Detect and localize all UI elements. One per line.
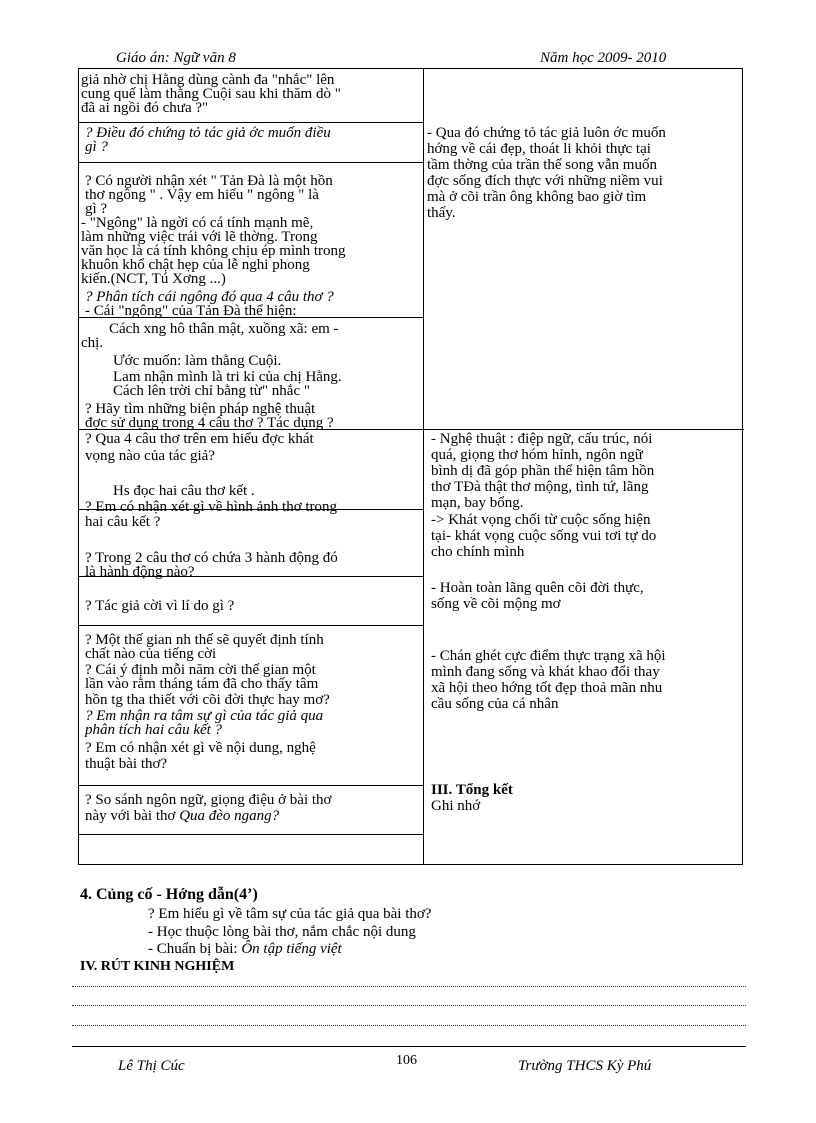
left-question: ? Điều đó chứng tỏ tác giả ớc muốn điều — [85, 125, 331, 141]
left-line: văn học là cá tính không chịu ép mình trong — [81, 243, 346, 259]
right-line: - Chán ghét cực điểm thực trạng xã hội — [431, 648, 666, 664]
right-line: sống về cõi mộng mơ — [431, 596, 561, 612]
poem-title: Qua đèo ngang? — [179, 808, 280, 824]
left-line: - Cái "ngông" của Tản Đà thể hiện: — [85, 303, 297, 319]
left-question: ? Qua 4 câu thơ trên em hiểu đợc khát — [85, 431, 314, 447]
header-school-year: Năm học 2009- 2010 — [540, 50, 667, 66]
notes-line — [72, 1005, 746, 1006]
right-line: hớng về cái đẹp, thoát li khỏi thực tại — [427, 141, 651, 157]
right-line: quá, giọng thơ hóm hỉnh, ngôn ngữ — [431, 447, 643, 463]
left-question: gì ? — [85, 139, 108, 155]
header-lesson-plan: Giáo án: Ngữ văn 8 — [116, 50, 236, 66]
left-question: hai câu kết ? — [85, 514, 161, 530]
left-question: ? Em có nhận xét gì về nội dung, nghệ — [85, 740, 316, 756]
left-question: hồn tg tha thiết với cõi đời thực hay mơ? — [85, 692, 330, 708]
right-line: tầm thờng của trần thế song vẫn muốn — [427, 157, 657, 173]
row-divider — [79, 625, 423, 626]
right-line: xã hội theo hớng tốt đẹp thoả mãn nhu — [431, 680, 663, 696]
right-line: mình đang sống và khát khao đổi thay — [431, 664, 660, 680]
section-4-title-b: Hớng dẫn — [165, 886, 234, 903]
footer-school: Trường THCS Kỳ Phú — [518, 1058, 652, 1074]
left-question: ? Em nhận ra tâm sự gì của tác giả qua — [85, 708, 324, 724]
left-question: chất nào của tiếng cời — [85, 646, 217, 662]
right-line: bình dị đã góp phần thể hiện tâm hồn — [431, 463, 655, 479]
left-question: đợc sử dụng trong 4 câu thơ ? Tác dụng ? — [85, 415, 334, 431]
left-question: ? Trong 2 câu thơ có chứa 3 hành động đó — [85, 550, 338, 566]
right-line: - Hoàn toàn lãng quên cõi đời thực, — [431, 580, 644, 596]
left-question: ? Cái ý định mỗi năm cời thế gian một — [85, 662, 316, 678]
left-line: Ước muốn: làm thằng Cuội. — [113, 353, 282, 369]
row-divider — [79, 122, 423, 123]
right-line: thấy. — [427, 205, 456, 221]
right-line: cầu sống của cá nhân — [431, 696, 559, 712]
right-line: mạn, bay bổng. — [431, 495, 524, 511]
right-line: cho chính mình — [431, 544, 525, 560]
left-question: thuật bài thơ? — [85, 756, 168, 772]
section-4-prepare — [148, 942, 342, 956]
notes-line — [72, 1025, 746, 1026]
left-line: cung quế làm thằng Cuội sau khi thăm dò " — [81, 86, 341, 102]
footer-rule — [72, 1046, 746, 1047]
section-iv-title: IV. RÚT KINH NGHIỆM — [80, 959, 235, 974]
left-line: đã ai ngồi đó chưa ?" — [81, 100, 209, 116]
left-line: Hs đọc hai câu thơ kết . — [113, 483, 255, 499]
left-question: ? Một thế gian nh thế sẽ quyết định tính — [85, 632, 324, 648]
right-line: tại- khát vọng cuộc sống vui tơi tự do — [431, 528, 657, 544]
notes-line — [72, 986, 746, 987]
compare-question: ? So sánh ngôn ngữ, giọng điệu ở bài thơ — [85, 792, 332, 808]
section-4-task: - Học thuộc lòng bài thơ, nắm chắc nội dung — [148, 924, 416, 940]
left-question — [85, 809, 279, 823]
summary-note: Ghi nhớ — [431, 798, 481, 814]
row-divider — [79, 162, 423, 163]
page-header — [78, 50, 732, 68]
section-4-title-c: (4’) — [233, 886, 258, 903]
row-divider — [79, 834, 423, 835]
row-divider — [79, 785, 423, 786]
lesson-table — [78, 68, 743, 865]
left-question: ? Có người nhận xét " Tản Đà là một hồn — [85, 173, 333, 189]
right-line: - Qua đó chứng tỏ tác giả luôn ớc muốn — [427, 125, 666, 141]
left-line: Cách lên trời chỉ bằng từ" nhắc " — [113, 383, 310, 399]
left-line: Lam nhận mình là tri kỉ của chị Hằng. — [113, 369, 342, 385]
left-question: ? Tác giả cời vì lí do gì ? — [85, 598, 235, 614]
right-line: mà ở cõi trần ông không bao giờ tìm — [427, 189, 647, 205]
left-question: ? Em có nhận xét gì về hình ảnh thơ trong — [85, 499, 338, 515]
left-line: - "Ngông" là ngời có cá tính mạnh mẽ, — [81, 215, 314, 231]
left-question: lần vào rằm tháng tám đã cho thấy tâm — [85, 676, 319, 692]
page-number: 106 — [396, 1053, 417, 1068]
right-line: -> Khát vọng chối từ cuộc sống hiện — [431, 512, 651, 528]
section-4-title-a: 4. Củng cố - — [80, 886, 166, 903]
right-line: thơ TĐà thật thơ mộng, tình tứ, lãng — [431, 479, 649, 495]
right-line: - Nghệ thuật : điệp ngữ, cấu trúc, nói — [431, 431, 653, 447]
left-line: kiến.(NCT, Tú Xơng ...) — [81, 271, 226, 287]
left-question: gì ? — [85, 201, 108, 217]
footer-author: Lê Thị Cúc — [118, 1058, 185, 1074]
left-question: vọng nào của tác giả? — [85, 448, 215, 464]
left-question — [85, 793, 331, 807]
section-4-question: ? Em hiểu gì về tâm sự của tác giả qua bài thơ? — [148, 906, 432, 922]
left-question: phân tích hai câu kết ? — [85, 722, 223, 738]
prepare-lesson: Ôn tập tiếng việt — [241, 941, 342, 957]
right-line: đợc sống đích thực với những niềm vui — [427, 173, 663, 189]
left-line: chị. — [81, 335, 104, 351]
left-question: ? Phân tích cái ngông đó qua 4 câu thơ ? — [85, 289, 334, 305]
left-line: khuôn khổ chật hẹp của lễ nghi phong — [81, 257, 310, 273]
left-question: thơ ngông " . Vậy em hiểu " ngông " là — [85, 187, 319, 203]
left-question: là hành động nào? — [85, 564, 195, 580]
left-line: Cách xng hô thân mật, xuồng xã: em - — [109, 321, 339, 337]
section-4-title — [80, 888, 258, 902]
summary-heading: III. Tổng kết — [431, 782, 513, 798]
left-line: giả nhờ chị Hằng dùng cành đa "nhắc" lên — [81, 72, 335, 88]
prepare-label: - Chuẩn bị bài: — [148, 941, 242, 957]
compare-question-cont: này với bài thơ — [85, 808, 180, 824]
column-divider — [423, 69, 424, 864]
left-question: ? Hãy tìm những biện pháp nghệ thuật — [85, 401, 316, 417]
left-line: làm những việc trái với lẽ thờng. Trong — [81, 229, 318, 245]
